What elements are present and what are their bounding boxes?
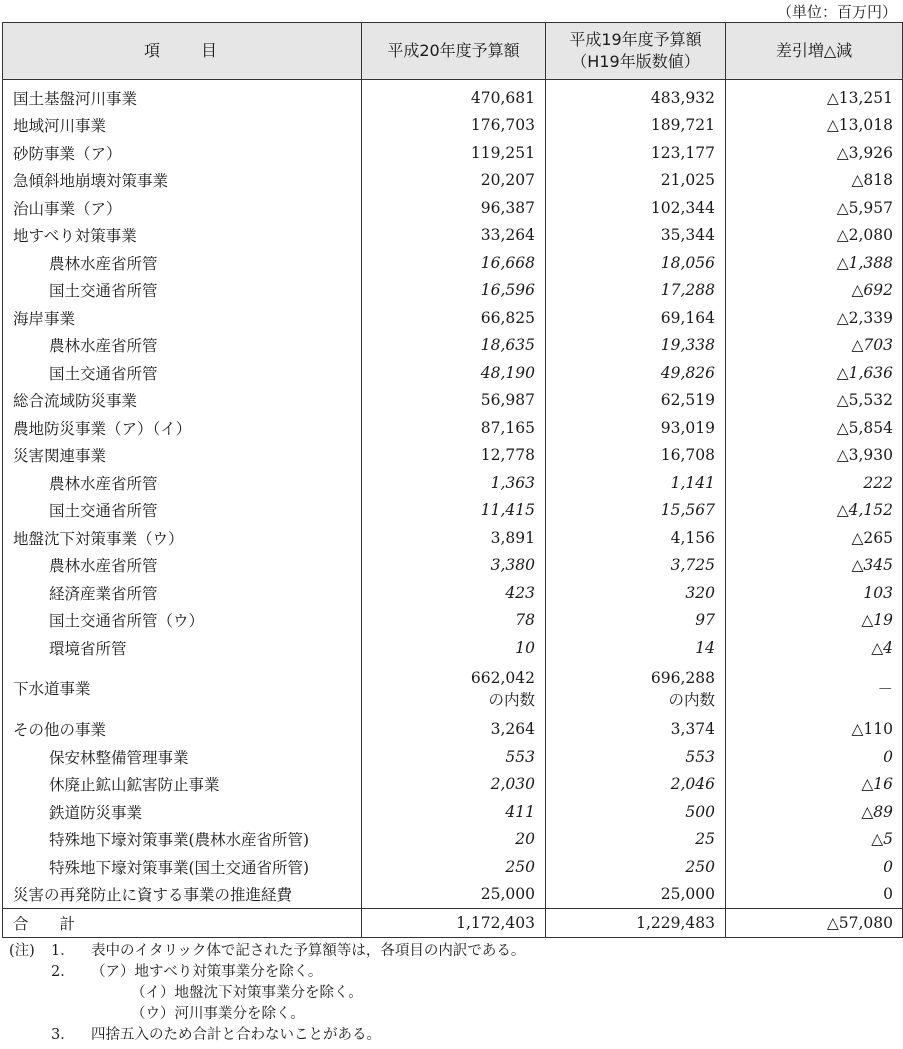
row-fy19-value: 21,025 <box>546 167 726 195</box>
table-row <box>3 716 903 744</box>
row-diff-value: 103 <box>726 579 903 607</box>
table-row <box>3 826 903 854</box>
table-row <box>3 662 903 716</box>
row-fy19-value: 97 <box>546 607 726 635</box>
row-fy19-value: 123,177 <box>546 139 726 167</box>
total-diff-value: △57,080 <box>726 909 903 938</box>
table-row <box>3 387 903 415</box>
row-item-label: 国土交通省所管 <box>3 497 362 525</box>
row-fy20-value: 66,825 <box>362 304 546 332</box>
table-row <box>3 469 903 497</box>
row-item-label: 農林水産省所管 <box>3 552 362 580</box>
table-row <box>3 881 903 909</box>
row-fy20-value: 18,635 <box>362 332 546 360</box>
row-diff-value: △4,152 <box>726 497 903 525</box>
row-fy19-value: 3,725 <box>546 552 726 580</box>
row-fy19-value: 15,567 <box>546 497 726 525</box>
table-row <box>3 194 903 222</box>
note-2a <box>9 962 525 983</box>
table-row <box>3 497 903 525</box>
table-row <box>3 853 903 881</box>
row-item-label: 農地防災事業（ア）（イ） <box>3 414 362 442</box>
row-fy19-value: 3,374 <box>546 716 726 744</box>
note-3 <box>9 1025 525 1046</box>
row-diff-value: △110 <box>726 716 903 744</box>
row-fy20-value <box>362 662 546 716</box>
row-fy20-value: 87,165 <box>362 414 546 442</box>
row-item-label: 国土基盤河川事業 <box>3 80 362 112</box>
row-item-label: 保安林整備管理事業 <box>3 743 362 771</box>
row-item-label: 下水道事業 <box>3 662 362 716</box>
row-fy20-value: 423 <box>362 579 546 607</box>
row-diff-value: 0 <box>726 743 903 771</box>
row-fy19-value <box>546 662 726 716</box>
table-row <box>3 414 903 442</box>
row-diff-value: 222 <box>726 469 903 497</box>
table-row <box>3 442 903 470</box>
row-fy19-value: 17,288 <box>546 277 726 305</box>
row-fy19-value: 2,046 <box>546 771 726 799</box>
table-row <box>3 607 903 635</box>
note-2c-text: （ウ）河川事業分を除く。 <box>131 1006 305 1022</box>
row-fy19-value: 483,932 <box>546 80 726 112</box>
row-item-label: 治山事業（ア） <box>3 194 362 222</box>
total-fy19-value: 1,229,483 <box>546 909 726 938</box>
row-diff-value: △89 <box>726 798 903 826</box>
row-diff-value: － <box>726 662 903 716</box>
table-row <box>3 332 903 360</box>
footnotes <box>9 941 525 1046</box>
row-item-label: 砂防事業（ア） <box>3 139 362 167</box>
row-diff-value: △5,854 <box>726 414 903 442</box>
table-row <box>3 359 903 387</box>
row-item-label: 災害関連事業 <box>3 442 362 470</box>
header-fy19-line2: （H19年版数値） <box>571 52 700 71</box>
note-1-number: 1． <box>51 943 75 959</box>
row-item-label: 地盤沈下対策事業（ウ） <box>3 524 362 552</box>
row-fy19-value: 16,708 <box>546 442 726 470</box>
row-fy20-value: 20 <box>362 826 546 854</box>
row-fy20-value: 56,987 <box>362 387 546 415</box>
row-fy20-value: 411 <box>362 798 546 826</box>
row-diff-value: △3,930 <box>726 442 903 470</box>
header-diff: 差引増△減 <box>726 23 903 80</box>
row-fy20-value: 25,000 <box>362 881 546 909</box>
row-diff-value: △19 <box>726 607 903 635</box>
table-row <box>3 634 903 662</box>
row-item-label: 休廃止鉱山鉱害防止事業 <box>3 771 362 799</box>
row-item-label: 農林水産省所管 <box>3 332 362 360</box>
row-diff-value: △2,339 <box>726 304 903 332</box>
row-item-label: 国土交通省所管 <box>3 277 362 305</box>
table-row <box>3 771 903 799</box>
note-2b <box>9 983 525 1004</box>
row-fy19-value: 250 <box>546 853 726 881</box>
row-fy20-note: の内数 <box>488 690 535 709</box>
row-fy20-value: 16,596 <box>362 277 546 305</box>
row-fy20-value: 20,207 <box>362 167 546 195</box>
row-fy20-value: 16,668 <box>362 249 546 277</box>
table-row <box>3 552 903 580</box>
row-fy20-value: 119,251 <box>362 139 546 167</box>
row-diff-value: △13,251 <box>726 80 903 112</box>
row-fy19-value: 1,141 <box>546 469 726 497</box>
table-row <box>3 80 903 112</box>
row-fy20-value: 250 <box>362 853 546 881</box>
row-fy19-note: の内数 <box>668 690 715 709</box>
row-fy20-value: 12,778 <box>362 442 546 470</box>
table-row <box>3 277 903 305</box>
note-3-number: 3． <box>51 1027 75 1043</box>
table-row <box>3 743 903 771</box>
table-row <box>3 798 903 826</box>
row-item-label: 国土交通省所管 <box>3 359 362 387</box>
row-diff-value: △265 <box>726 524 903 552</box>
row-fy20-value: 2,030 <box>362 771 546 799</box>
total-fy20-value: 1,172,403 <box>362 909 546 938</box>
row-fy19-value: 69,164 <box>546 304 726 332</box>
row-item-label: 災害の再発防止に資する事業の推進経費 <box>3 881 362 909</box>
row-diff-value: △5,957 <box>726 194 903 222</box>
note-label: (注) <box>9 943 35 959</box>
row-diff-value: 0 <box>726 853 903 881</box>
row-fy19-value: 49,826 <box>546 359 726 387</box>
row-fy20-value: 33,264 <box>362 222 546 250</box>
row-diff-value: △692 <box>726 277 903 305</box>
row-fy20-value: 176,703 <box>362 112 546 140</box>
row-fy20-value: 3,264 <box>362 716 546 744</box>
row-diff-value: △1,388 <box>726 249 903 277</box>
header-fy20: 平成20年度予算額 <box>362 23 546 80</box>
row-fy20-value: 48,190 <box>362 359 546 387</box>
note-3-text: 四捨五入のため合計と合わないことがある。 <box>91 1027 381 1043</box>
row-diff-value: △5 <box>726 826 903 854</box>
row-fy19-value: 4,156 <box>546 524 726 552</box>
row-item-label: 農林水産省所管 <box>3 469 362 497</box>
total-row <box>3 909 903 938</box>
table-row <box>3 222 903 250</box>
table-row <box>3 304 903 332</box>
header-item: 項 目 <box>3 23 362 80</box>
table-row <box>3 579 903 607</box>
row-fy19-value: 25,000 <box>546 881 726 909</box>
row-fy19-value: 35,344 <box>546 222 726 250</box>
row-fy19-value: 189,721 <box>546 112 726 140</box>
row-diff-value: △13,018 <box>726 112 903 140</box>
row-fy19-value: 320 <box>546 579 726 607</box>
table-row <box>3 249 903 277</box>
row-fy19-value: 93,019 <box>546 414 726 442</box>
note-2-number: 2． <box>51 964 75 980</box>
table-row <box>3 112 903 140</box>
row-item-label: 海岸事業 <box>3 304 362 332</box>
row-fy20-value: 96,387 <box>362 194 546 222</box>
note-1 <box>9 941 525 962</box>
row-diff-value: 0 <box>726 881 903 909</box>
row-fy19-value: 19,338 <box>546 332 726 360</box>
note-2a-text: （ア）地すべり対策事業分を除く。 <box>91 964 323 980</box>
row-fy20-value: 470,681 <box>362 80 546 112</box>
row-fy19-value: 14 <box>546 634 726 662</box>
row-fy19-value: 62,519 <box>546 387 726 415</box>
row-diff-value: △16 <box>726 771 903 799</box>
row-fy19-value: 500 <box>546 798 726 826</box>
row-item-label: 特殊地下壕対策事業(国土交通省所管) <box>3 853 362 881</box>
table-row <box>3 167 903 195</box>
budget-table <box>2 22 903 938</box>
row-fy19-value: 18,056 <box>546 249 726 277</box>
table-header-row <box>3 23 903 80</box>
note-1-text: 表中のイタリック体で記された予算額等は，各項目の内訳である。 <box>91 943 526 959</box>
row-fy19-value: 25 <box>546 826 726 854</box>
table-row <box>3 524 903 552</box>
row-fy19-amount: 696,288 <box>650 668 715 687</box>
row-fy20-amount: 662,042 <box>470 668 535 687</box>
row-item-label: 国土交通省所管（ウ） <box>3 607 362 635</box>
row-fy20-value: 10 <box>362 634 546 662</box>
row-diff-value: △4 <box>726 634 903 662</box>
row-item-label: 環境省所管 <box>3 634 362 662</box>
total-label: 合 計 <box>3 909 362 938</box>
row-fy20-value: 3,891 <box>362 524 546 552</box>
row-item-label: 鉄道防災事業 <box>3 798 362 826</box>
row-fy20-value: 3,380 <box>362 552 546 580</box>
row-fy20-value: 78 <box>362 607 546 635</box>
row-fy19-value: 553 <box>546 743 726 771</box>
row-diff-value: △1,636 <box>726 359 903 387</box>
row-diff-value: △703 <box>726 332 903 360</box>
header-fy19-line1: 平成19年度予算額 <box>569 30 702 49</box>
table-row <box>3 139 903 167</box>
row-diff-value: △3,926 <box>726 139 903 167</box>
row-item-label: 急傾斜地崩壊対策事業 <box>3 167 362 195</box>
row-fy20-value: 1,363 <box>362 469 546 497</box>
row-diff-value: △345 <box>726 552 903 580</box>
row-item-label: その他の事業 <box>3 716 362 744</box>
row-diff-value: △5,532 <box>726 387 903 415</box>
row-item-label: 地域河川事業 <box>3 112 362 140</box>
row-item-label: 地すべり対策事業 <box>3 222 362 250</box>
row-diff-value: △2,080 <box>726 222 903 250</box>
note-2c <box>9 1004 525 1025</box>
row-fy20-value: 553 <box>362 743 546 771</box>
unit-label: （単位：百万円） <box>776 3 897 21</box>
row-item-label: 農林水産省所管 <box>3 249 362 277</box>
row-item-label: 経済産業省所管 <box>3 579 362 607</box>
note-2b-text: （イ）地盤沈下対策事業分を除く。 <box>131 985 363 1001</box>
row-diff-value: △818 <box>726 167 903 195</box>
row-item-label: 総合流域防災事業 <box>3 387 362 415</box>
row-fy20-value: 11,415 <box>362 497 546 525</box>
row-fy19-value: 102,344 <box>546 194 726 222</box>
row-item-label: 特殊地下壕対策事業(農林水産省所管) <box>3 826 362 854</box>
header-fy19 <box>546 23 726 80</box>
table-body <box>3 80 903 938</box>
